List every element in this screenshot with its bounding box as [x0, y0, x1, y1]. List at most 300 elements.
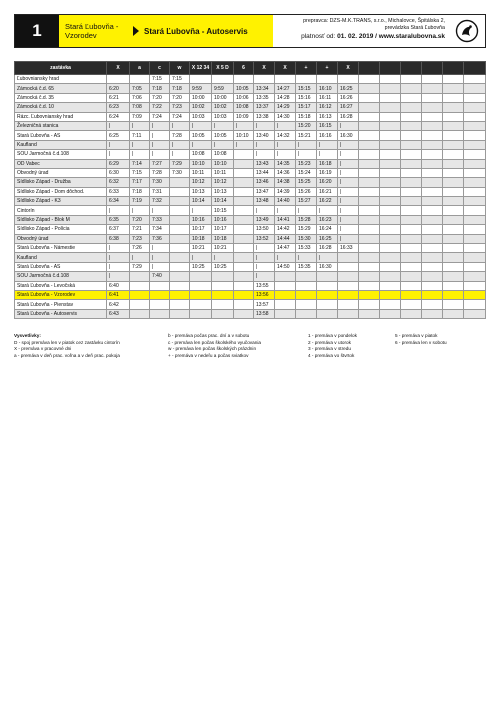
- departure-time: [275, 75, 296, 84]
- legend-item: 6 - premáva len v sobotu: [395, 339, 447, 345]
- departure-time: [380, 290, 401, 299]
- departure-time: [380, 159, 401, 168]
- departure-time: [401, 150, 422, 159]
- departure-time: |: [107, 150, 130, 159]
- departure-time: [359, 206, 380, 215]
- stop-name: SOU Jarmočná č.d.108: [15, 272, 107, 281]
- departure-time: [190, 272, 212, 281]
- departure-time: [234, 159, 254, 168]
- departure-time: |: [317, 140, 338, 149]
- departure-time: 10:17: [190, 225, 212, 234]
- column-header: X: [275, 62, 296, 75]
- departure-time: [234, 262, 254, 271]
- departure-time: [443, 159, 464, 168]
- departure-time: 15:26: [296, 187, 317, 196]
- departure-time: 15:23: [296, 159, 317, 168]
- departure-time: [401, 253, 422, 262]
- departure-time: 7:30: [170, 168, 190, 177]
- departure-time: [359, 253, 380, 262]
- departure-time: [464, 75, 486, 84]
- departure-time: |: [150, 150, 170, 159]
- departure-time: |: [150, 206, 170, 215]
- departure-time: [464, 215, 486, 224]
- departure-time: 15:35: [296, 262, 317, 271]
- departure-time: [275, 300, 296, 309]
- departure-time: 16:30: [338, 131, 359, 140]
- departure-time: [234, 225, 254, 234]
- table-row: [15, 84, 486, 93]
- departure-time: [380, 75, 401, 84]
- departure-time: [380, 84, 401, 93]
- departure-time: [359, 215, 380, 224]
- departure-time: |: [150, 131, 170, 140]
- table-row: [15, 215, 486, 224]
- departure-time: [380, 244, 401, 253]
- legend-item: + - premáva v nedeľu a počas sviatkov: [168, 352, 249, 358]
- departure-time: 7:33: [150, 215, 170, 224]
- departure-time: |: [338, 159, 359, 168]
- departure-time: [401, 300, 422, 309]
- departure-time: [443, 168, 464, 177]
- departure-time: [443, 103, 464, 112]
- departure-time: [380, 206, 401, 215]
- departure-time: 7:15: [150, 75, 170, 84]
- departure-time: 15:30: [296, 234, 317, 243]
- departure-time: [464, 103, 486, 112]
- legend-item: D - spoj premáva len v piatok cez zastávku cintorín: [14, 339, 120, 345]
- departure-time: |: [107, 140, 130, 149]
- departure-time: 10:06: [234, 93, 254, 102]
- departure-time: |: [275, 150, 296, 159]
- stop-name: Zámocká č.d. 10: [15, 103, 107, 112]
- departure-time: [443, 121, 464, 130]
- stop-name: Cintorín: [15, 206, 107, 215]
- departure-time: [464, 262, 486, 271]
- departure-time: 10:10: [234, 131, 254, 140]
- departure-time: [443, 281, 464, 290]
- departure-time: 7:28: [150, 168, 170, 177]
- departure-time: [380, 112, 401, 121]
- departure-time: [212, 272, 234, 281]
- departure-time: 6:42: [107, 300, 130, 309]
- departure-time: 7:11: [130, 131, 150, 140]
- departure-time: [380, 234, 401, 243]
- departure-time: [443, 84, 464, 93]
- departure-time: |: [170, 140, 190, 149]
- departure-time: |: [275, 140, 296, 149]
- departure-time: |: [212, 140, 234, 149]
- departure-time: |: [254, 262, 275, 271]
- departure-time: 10:02: [190, 103, 212, 112]
- departure-time: 16:20: [317, 178, 338, 187]
- departure-time: [338, 309, 359, 318]
- departure-time: [275, 290, 296, 299]
- departure-time: [422, 93, 443, 102]
- departure-time: [234, 253, 254, 262]
- website-link[interactable]: www.staralubovna.sk: [378, 33, 445, 40]
- departure-time: [170, 187, 190, 196]
- departure-time: [380, 140, 401, 149]
- departure-time: [443, 187, 464, 196]
- departure-time: [401, 215, 422, 224]
- departure-time: [359, 272, 380, 281]
- column-header: [359, 62, 380, 75]
- departure-time: |: [212, 253, 234, 262]
- departure-time: [359, 159, 380, 168]
- departure-time: [359, 178, 380, 187]
- departure-time: [443, 300, 464, 309]
- departure-time: [380, 121, 401, 130]
- departure-time: [150, 281, 170, 290]
- departure-time: [359, 300, 380, 309]
- departure-time: [443, 197, 464, 206]
- departure-time: [422, 84, 443, 93]
- departure-time: 10:21: [190, 244, 212, 253]
- column-header: +: [317, 62, 338, 75]
- departure-time: [422, 262, 443, 271]
- departure-time: [422, 187, 443, 196]
- departure-time: 10:05: [190, 131, 212, 140]
- departure-time: |: [107, 206, 130, 215]
- column-header: [422, 62, 443, 75]
- departure-time: 7:09: [130, 112, 150, 121]
- stop-name: Stará Ľubovňa - AS: [15, 131, 107, 140]
- departure-time: [422, 225, 443, 234]
- departure-time: 7:15: [130, 168, 150, 177]
- departure-time: 10:25: [212, 262, 234, 271]
- column-header: X 5 D: [212, 62, 234, 75]
- table-row: [15, 197, 486, 206]
- departure-time: [401, 244, 422, 253]
- departure-time: 7:34: [150, 225, 170, 234]
- departure-time: [190, 309, 212, 318]
- departure-time: [234, 281, 254, 290]
- legend-col-2: [168, 333, 303, 359]
- departure-time: [296, 281, 317, 290]
- departure-time: 7:20: [150, 93, 170, 102]
- departure-time: [401, 84, 422, 93]
- departure-time: 7:26: [130, 244, 150, 253]
- departure-time: 7:17: [130, 178, 150, 187]
- departure-time: [401, 281, 422, 290]
- departure-time: 14:27: [275, 84, 296, 93]
- table-row: [15, 121, 486, 130]
- departure-time: [464, 253, 486, 262]
- departure-time: 16:24: [317, 225, 338, 234]
- departure-time: [359, 187, 380, 196]
- departure-time: [422, 234, 443, 243]
- departure-time: [212, 309, 234, 318]
- departure-time: 9:59: [190, 84, 212, 93]
- departure-time: 7:29: [170, 159, 190, 168]
- departure-time: [443, 150, 464, 159]
- departure-time: [234, 309, 254, 318]
- departure-time: [234, 168, 254, 177]
- departure-time: 7:31: [150, 187, 170, 196]
- departure-time: 10:03: [190, 112, 212, 121]
- departure-time: 7:36: [150, 234, 170, 243]
- departure-time: [234, 187, 254, 196]
- departure-time: [190, 75, 212, 84]
- departure-time: |: [275, 121, 296, 130]
- departure-time: [359, 150, 380, 159]
- departure-time: [170, 178, 190, 187]
- departure-time: 6:34: [107, 197, 130, 206]
- table-row: [15, 272, 486, 281]
- departure-time: 7:18: [130, 187, 150, 196]
- departure-time: [170, 281, 190, 290]
- departure-time: |: [150, 253, 170, 262]
- legend-item: 3 - premáva v stredu: [308, 346, 351, 352]
- departure-time: 6:43: [107, 309, 130, 318]
- departure-time: 7:21: [130, 225, 150, 234]
- departure-time: 10:25: [190, 262, 212, 271]
- departure-time: [464, 272, 486, 281]
- departure-time: 16:16: [317, 131, 338, 140]
- departure-time: 15:24: [296, 168, 317, 177]
- departure-time: 14:40: [275, 197, 296, 206]
- departure-time: |: [107, 272, 130, 281]
- legend-item: a - premáva v deň prac. voľna a v deň prac. pokoja: [14, 352, 120, 358]
- departure-time: [296, 272, 317, 281]
- departure-time: [359, 225, 380, 234]
- legend-item: b - premáva počas prac. dní a v sobotu: [168, 333, 250, 338]
- departure-time: 13:37: [254, 103, 275, 112]
- departure-time: [443, 215, 464, 224]
- stop-name: Sídlisko Západ - Družba: [15, 178, 107, 187]
- stop-name: Stará Ľubovňa - Námestie: [15, 244, 107, 253]
- departure-time: [317, 300, 338, 309]
- departure-time: 16:21: [317, 187, 338, 196]
- departure-time: |: [212, 121, 234, 130]
- departure-time: [401, 168, 422, 177]
- departure-time: [380, 225, 401, 234]
- departure-time: 16:28: [338, 112, 359, 121]
- departure-time: 16:25: [317, 234, 338, 243]
- departure-time: 16:19: [317, 168, 338, 177]
- departure-time: [401, 206, 422, 215]
- departure-time: 16:18: [317, 159, 338, 168]
- departure-time: [422, 215, 443, 224]
- departure-time: [401, 140, 422, 149]
- table-row: [15, 225, 486, 234]
- column-header-stop: zastávka: [15, 62, 107, 75]
- departure-time: 6:40: [107, 281, 130, 290]
- departure-time: [464, 244, 486, 253]
- table-row: [15, 159, 486, 168]
- departure-time: [380, 150, 401, 159]
- departure-time: [212, 300, 234, 309]
- departure-time: 7:24: [150, 112, 170, 121]
- departure-time: [443, 140, 464, 149]
- departure-time: [170, 197, 190, 206]
- departure-time: [443, 131, 464, 140]
- stop-name: Stará Ľubovňa - Vzorodev: [15, 290, 107, 299]
- valid-date: 01. 02. 2019: [337, 33, 374, 40]
- departure-time: [130, 290, 150, 299]
- departure-time: [401, 131, 422, 140]
- stop-name: Stará Ľubovňa - AS: [15, 262, 107, 271]
- route-origin: Stará Ľubovňa - Vzorodev: [65, 22, 119, 40]
- departure-time: [234, 75, 254, 84]
- stop-name: Sídlisko Západ - Polícia: [15, 225, 107, 234]
- carrier-line-1: prepravca: DZS-M.K.TRANS, s.r.o., Michalovce, Špitálska 2,: [303, 18, 445, 24]
- departure-time: |: [254, 206, 275, 215]
- departure-time: 13:56: [254, 290, 275, 299]
- departure-time: 16:25: [338, 84, 359, 93]
- departure-time: [401, 93, 422, 102]
- departure-time: 14:38: [275, 178, 296, 187]
- departure-time: 10:14: [212, 197, 234, 206]
- departure-time: [422, 168, 443, 177]
- departure-time: 6:33: [107, 187, 130, 196]
- departure-time: |: [338, 206, 359, 215]
- departure-time: [380, 93, 401, 102]
- departure-time: [234, 300, 254, 309]
- departure-time: [234, 150, 254, 159]
- departure-time: [190, 290, 212, 299]
- departure-time: 10:03: [212, 112, 234, 121]
- departure-time: [359, 140, 380, 149]
- departure-time: [443, 290, 464, 299]
- departure-time: 15:27: [296, 197, 317, 206]
- departure-time: [401, 225, 422, 234]
- departure-time: [464, 131, 486, 140]
- departure-time: [212, 75, 234, 84]
- column-header: a: [130, 62, 150, 75]
- departure-time: [359, 75, 380, 84]
- departure-time: [170, 253, 190, 262]
- departure-time: 15:28: [296, 215, 317, 224]
- stop-name: Stará Ľubovňa - Autoservis: [15, 309, 107, 318]
- departure-time: |: [338, 234, 359, 243]
- departure-time: [338, 300, 359, 309]
- departure-time: |: [234, 140, 254, 149]
- column-header: [464, 62, 486, 75]
- departure-time: [464, 121, 486, 130]
- departure-time: [464, 225, 486, 234]
- departure-time: [234, 244, 254, 253]
- departure-time: 14:36: [275, 168, 296, 177]
- table-row: [15, 93, 486, 102]
- departure-time: [464, 187, 486, 196]
- departure-time: 7:19: [130, 197, 150, 206]
- departure-time: 15:29: [296, 225, 317, 234]
- departure-time: 7:29: [130, 262, 150, 271]
- departure-time: |: [317, 206, 338, 215]
- coat-of-arms-logo-icon: [455, 19, 479, 43]
- departure-time: [380, 168, 401, 177]
- departure-time: [359, 112, 380, 121]
- departure-time: 13:47: [254, 187, 275, 196]
- column-header: [401, 62, 422, 75]
- departure-time: 10:08: [190, 150, 212, 159]
- departure-time: 13:48: [254, 197, 275, 206]
- departure-time: 10:11: [190, 168, 212, 177]
- legend-item: 2 - premáva v utorok: [308, 339, 351, 345]
- departure-time: [359, 84, 380, 93]
- departure-time: [359, 93, 380, 102]
- departure-time: 7:15: [170, 75, 190, 84]
- validity: platnosť od: 01. 02. 2019 / www.staralubovna.sk: [301, 33, 445, 40]
- departure-time: [317, 272, 338, 281]
- departure-time: |: [317, 253, 338, 262]
- departure-time: |: [254, 244, 275, 253]
- departure-time: |: [130, 206, 150, 215]
- table-row: [15, 206, 486, 215]
- departure-time: 15:25: [296, 178, 317, 187]
- departure-time: |: [338, 178, 359, 187]
- table-row: [15, 253, 486, 262]
- departure-time: [422, 309, 443, 318]
- departure-time: 7:24: [170, 112, 190, 121]
- departure-time: [422, 206, 443, 215]
- departure-time: [296, 290, 317, 299]
- departure-time: [401, 112, 422, 121]
- departure-time: [422, 112, 443, 121]
- departure-time: [150, 309, 170, 318]
- column-header: X: [254, 62, 275, 75]
- route-box: [59, 15, 273, 47]
- departure-time: 14:47: [275, 244, 296, 253]
- departure-time: 13:58: [254, 309, 275, 318]
- departure-time: [170, 244, 190, 253]
- table-row: [15, 131, 486, 140]
- departure-time: [170, 290, 190, 299]
- departure-time: [380, 187, 401, 196]
- departure-time: [359, 244, 380, 253]
- departure-time: |: [150, 140, 170, 149]
- legend-col-1: [14, 333, 164, 359]
- departure-time: 16:27: [338, 103, 359, 112]
- departure-time: 10:16: [212, 215, 234, 224]
- departure-time: [401, 290, 422, 299]
- departure-time: [338, 272, 359, 281]
- departure-time: [401, 197, 422, 206]
- departure-time: 6:23: [107, 103, 130, 112]
- departure-time: 7:18: [170, 84, 190, 93]
- departure-time: [401, 75, 422, 84]
- departure-time: |: [254, 253, 275, 262]
- departure-time: |: [254, 272, 275, 281]
- departure-time: [443, 75, 464, 84]
- departure-time: 14:32: [275, 131, 296, 140]
- departure-time: [170, 300, 190, 309]
- departure-time: [422, 131, 443, 140]
- departure-time: 7:14: [130, 159, 150, 168]
- departure-time: [275, 309, 296, 318]
- departure-time: [443, 225, 464, 234]
- stop-name: Sídlisko Západ - Dom dôchod.: [15, 187, 107, 196]
- departure-time: 14:50: [275, 262, 296, 271]
- departure-time: 7:06: [130, 93, 150, 102]
- departure-time: 14:28: [275, 93, 296, 102]
- departure-time: 10:05: [234, 84, 254, 93]
- legend-item: 1 - premáva v pondelok: [308, 333, 357, 338]
- departure-time: |: [190, 121, 212, 130]
- departure-time: 10:18: [190, 234, 212, 243]
- departure-time: 13:43: [254, 159, 275, 168]
- departure-time: [130, 300, 150, 309]
- departure-time: |: [338, 140, 359, 149]
- table-row: [15, 103, 486, 112]
- stop-name: SOU Jarmočná č.d.108: [15, 150, 107, 159]
- stop-name: Zámocká č.d. 35: [15, 93, 107, 102]
- stop-name: Obvodný úrad: [15, 168, 107, 177]
- departure-time: 7:20: [130, 215, 150, 224]
- departure-time: 6:24: [107, 112, 130, 121]
- departure-time: [464, 281, 486, 290]
